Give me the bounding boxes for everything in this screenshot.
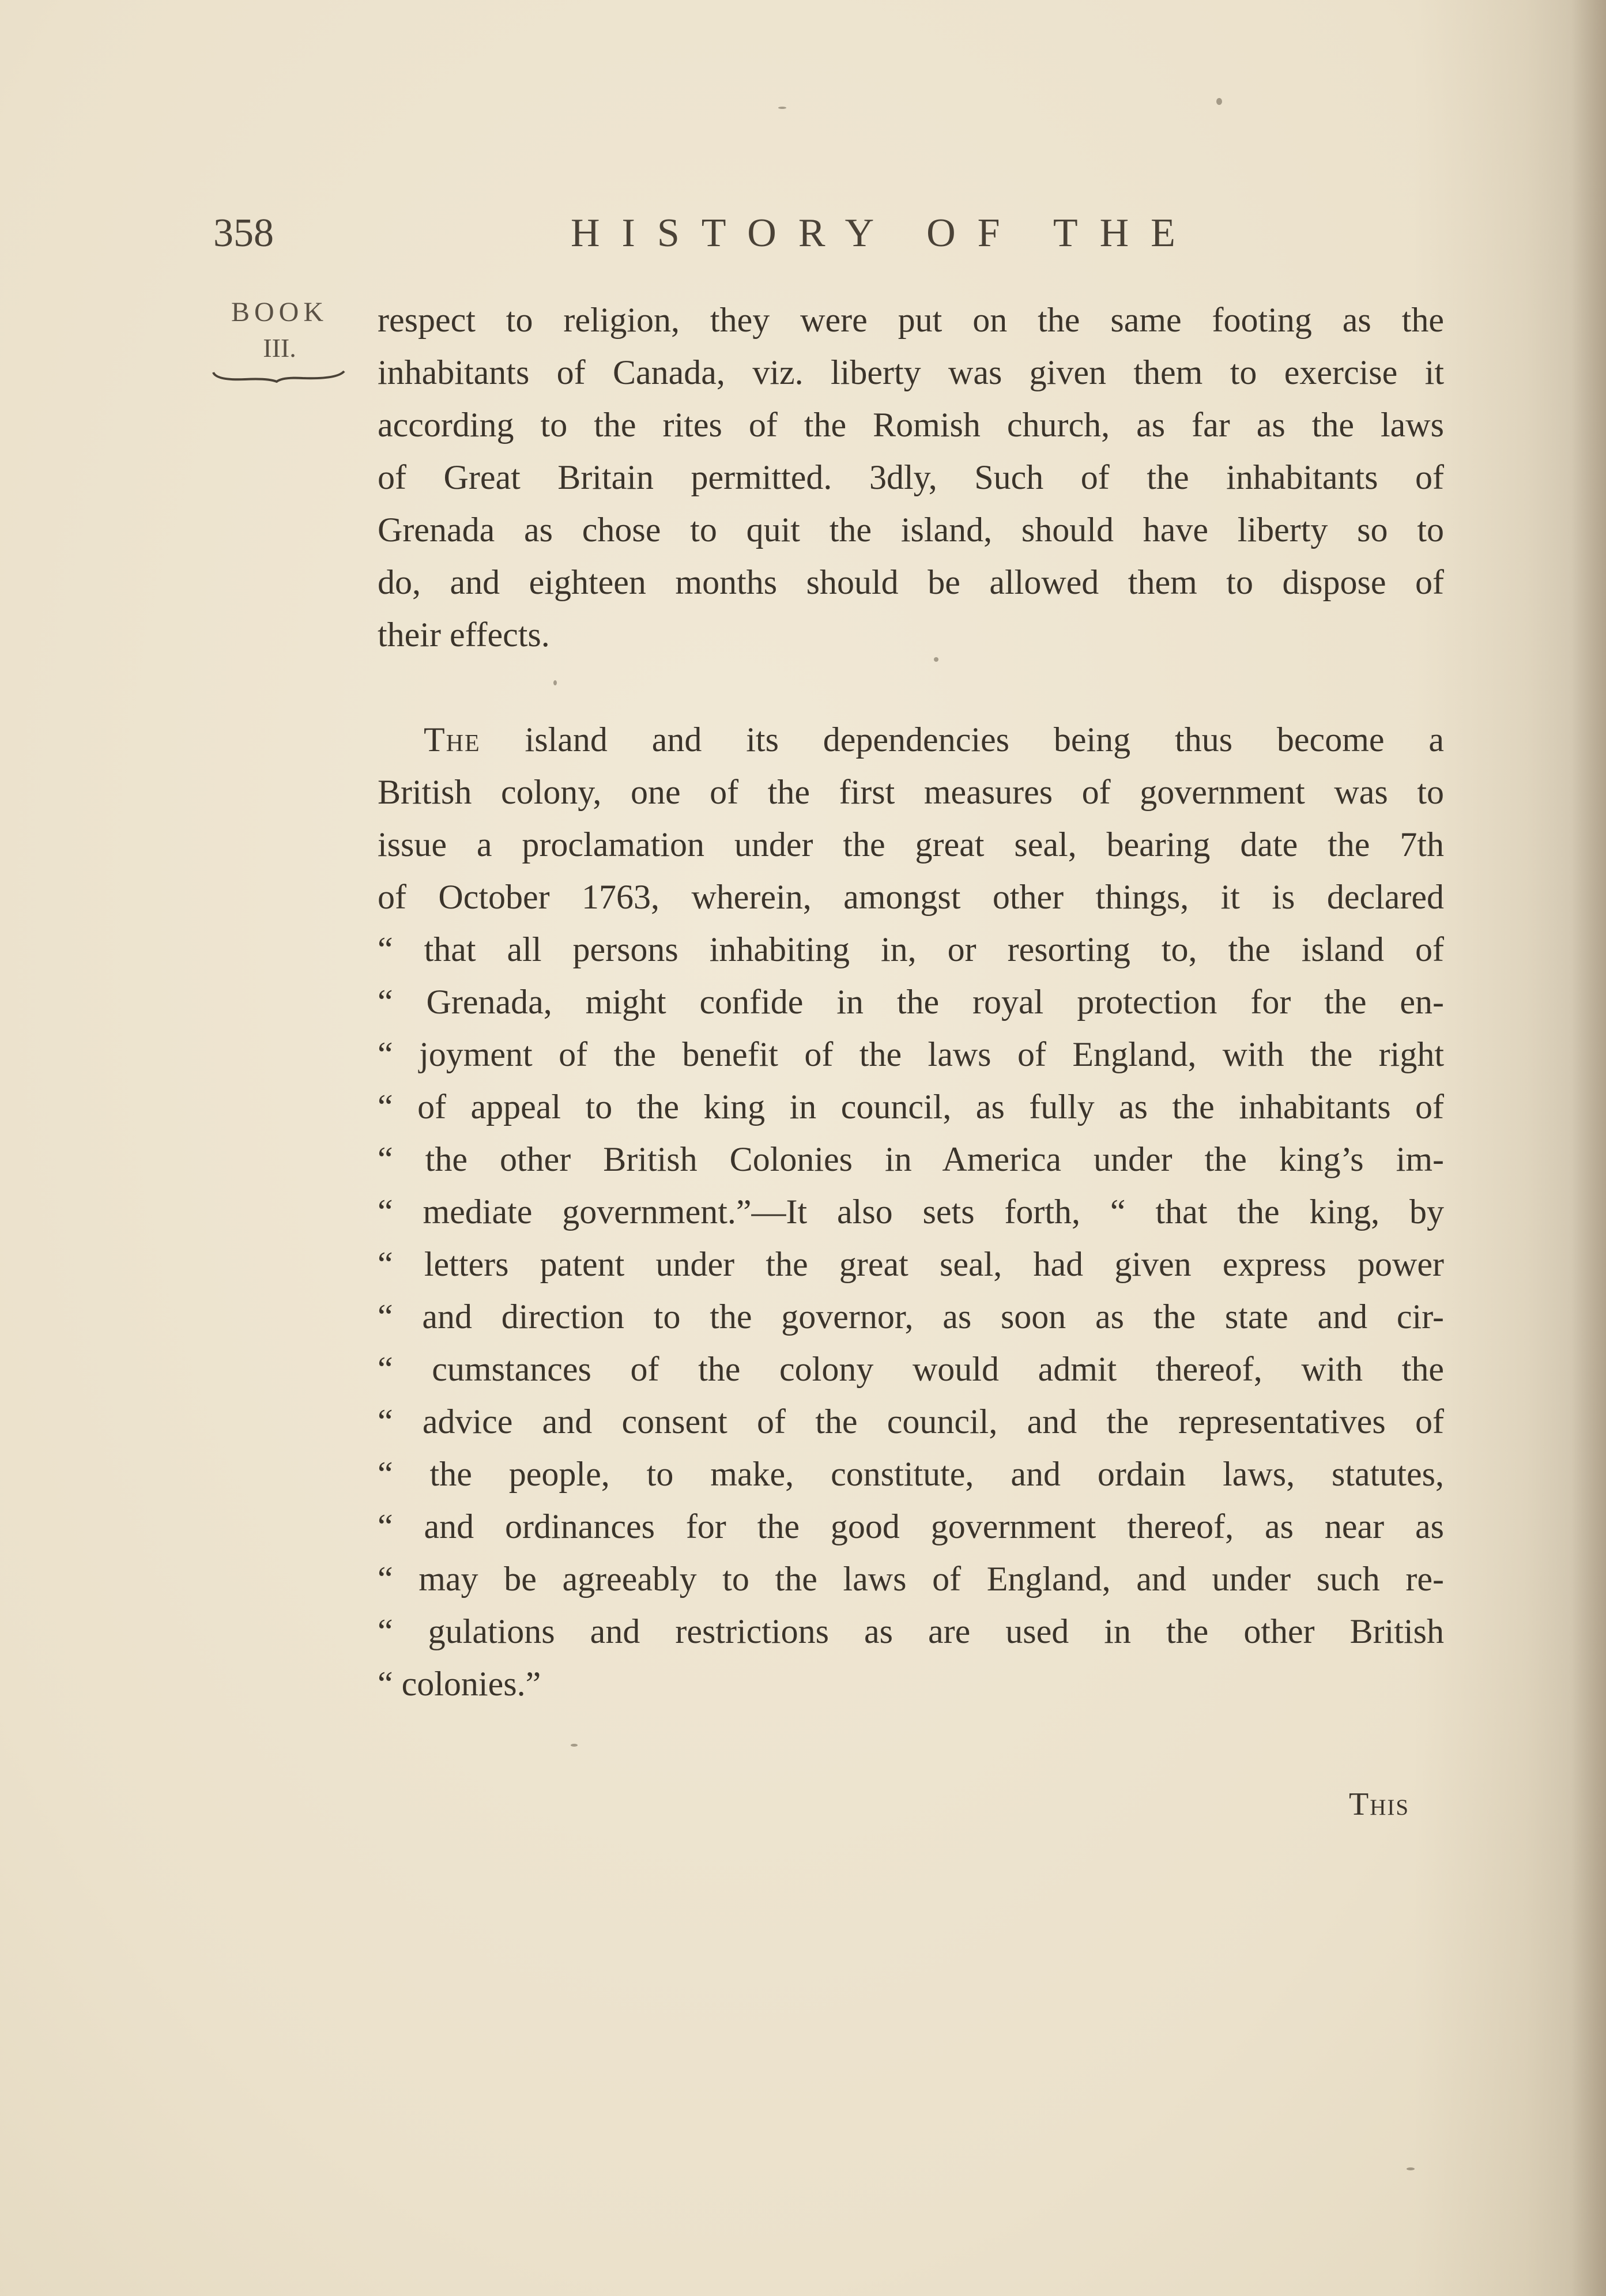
page-number: 358 <box>213 211 274 255</box>
text-line: “ the other British Colonies in America under the king’s im- <box>378 1140 1444 1178</box>
text-line: “ cumstances of the colony would admit thereof, with the <box>378 1350 1444 1388</box>
text-line: “ gulations and restrictions as are used in the other British <box>378 1612 1444 1650</box>
text-line: of Great Britain permitted. 3dly, Such of the inhabitants of <box>378 458 1444 496</box>
running-head-title: HISTORY OF THE <box>571 211 1197 255</box>
text-line: “ advice and consent of the council, and the representatives of <box>378 1403 1444 1441</box>
text-line: “ the people, to make, constitute, and ordain laws, statutes, <box>378 1455 1444 1493</box>
text-line: of October 1763, wherein, amongst other things, it is declared <box>378 878 1444 916</box>
catchword: This <box>1349 1786 1410 1822</box>
text-line: issue a proclamation under the great seal, bearing date the 7th <box>378 825 1444 864</box>
text-line: “ and ordinances for the good government thereof, as near as <box>378 1507 1444 1545</box>
paragraph-initial-word: The <box>424 721 481 759</box>
text-line: respect to religion, they were put on the same footing as the <box>378 301 1444 339</box>
paper-speck <box>1216 98 1222 105</box>
margin-brace-ornament <box>210 368 349 385</box>
text-line: Grenada as chose to quit the island, should have liberty so to <box>378 511 1444 549</box>
paper-speck <box>934 657 938 662</box>
margin-note <box>208 294 352 385</box>
text-line: “ letters patent under the great seal, had given express power <box>378 1245 1444 1283</box>
paragraph-2 <box>378 714 1444 1710</box>
text-line: “ that all persons inhabiting in, or resorting to, the island of <box>378 930 1444 968</box>
paper-speck <box>1407 2167 1415 2170</box>
text-line: “ colonies.” <box>378 1665 541 1703</box>
text-line-first <box>378 714 1444 766</box>
paper-speck <box>778 107 786 109</box>
paper-speck <box>571 1744 578 1747</box>
text-line: British colony, one of the first measures of government was to <box>378 773 1444 811</box>
text-line: “ Grenada, might confide in the royal protection for the en- <box>378 983 1444 1021</box>
text-line: “ of appeal to the king in council, as fully as the inhabitants of <box>378 1088 1444 1126</box>
text-line: according to the rites of the Romish church, as far as the laws <box>378 406 1444 444</box>
paper-speck <box>553 680 557 685</box>
margin-note-book: BOOK <box>231 297 328 327</box>
text-line: “ mediate government.”—It also sets forth, “ that the king, by <box>378 1193 1444 1231</box>
text-line: “ may be agreeably to the laws of England, and under such re- <box>378 1560 1444 1598</box>
margin-note-number: III. <box>263 333 296 363</box>
text-line: do, and eighteen months should be allowed them to dispose of <box>378 563 1444 601</box>
running-head <box>213 208 1447 259</box>
body-text <box>378 294 1444 1710</box>
text-line-rest: island and its dependencies being thus become a <box>480 721 1444 759</box>
binding-gutter-shadow <box>1571 0 1606 2296</box>
text-line: their effects. <box>378 616 550 654</box>
text-line: inhabitants of Canada, viz. liberty was given them to exercise it <box>378 353 1444 391</box>
text-line: “ joyment of the benefit of the laws of England, with the right <box>378 1035 1444 1073</box>
paragraph-1 <box>378 294 1444 661</box>
text-line: “ and direction to the governor, as soon as the state and cir- <box>378 1298 1444 1336</box>
